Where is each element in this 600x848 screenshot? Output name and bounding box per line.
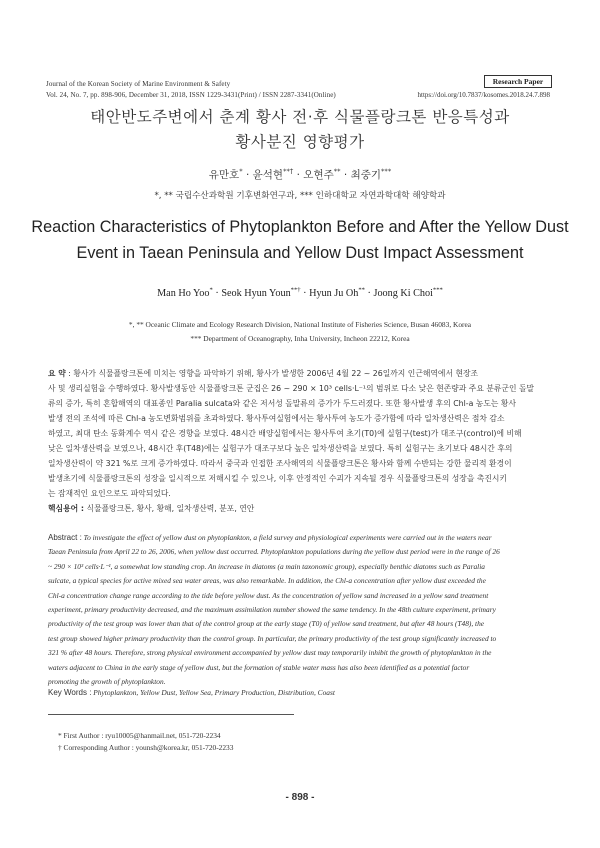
english-keywords-label: Key Words : [48,688,92,697]
abstract-line: promoting the growth of phytoplankton. [48,677,166,687]
abstract-line: sulcate, a typical species for active mixed sea water areas, was also remarkable. In addition, the Chl-a concentration after yellow dust exceeded the [48,576,486,586]
abstract-line: experiment, primary productivity decreased, and the maximum assimilation number showed the same tendency. In the 48th culture experiment, primary [48,605,496,615]
author-mark: ** [333,167,341,176]
korean-affiliation: *, ** 국립수산과학원 기후변화연구과, *** 인하대학교 자연과학대학 해양학과 [154,191,446,201]
korean-title-line2: 황사분진 영향평가 [235,133,365,151]
abstract-line: 발생 전의 조석에 따른 Chl-a 농도변화범위를 초과하였다. 황사투여실험에서는 황사투여 농도가 증가함에 따라 일차생산력은 점차 감소 [48,414,505,423]
author-name: 유만호 [208,169,240,181]
abstract-line: 사 및 생리실험을 수행하였다. 황사발생동안 식물플랑크톤 군집은 26 ~ 290 × 10³ cells·L⁻¹의 범위로 다소 낮은 현존량과 주요 분류군인 돌말 [48,384,535,393]
english-affiliation-line2: *** Department of Oceanography, Inha University, Incheon 22212, Korea [190,334,410,343]
author-name: Man Ho Yoo [157,288,210,299]
abstract-line: 321 % after 48 hours. Therefore, strong physical environment accompanied by yellow dust may temporarily inhibit the growth of phytoplankton in the [48,648,492,658]
author-name: 윤석현 [252,169,284,181]
abstract-line: productivity of the test group was lower than that of the control group at the early stage (T0) of yellow sand treatment, but after 48 hours (T48), the [48,619,485,629]
english-keywords-list: Phytoplankton, Yellow Dust, Yellow Sea, Primary Production, Distribution, Coast [93,688,335,697]
author-name: 오현주 [303,169,334,181]
korean-keywords [48,503,552,514]
abstract-line: Abstract : To investigate the effect of yellow dust on phytoplankton, a field survey and physiological experiments were carried out in the waters near [48,533,492,542]
abstract-line: 낮은 일차생산력을 보였으나, 48시간 후(T48)에는 실험구가 대조구보다 높은 일차생산력을 보였다. 특히 실험구는 초기보다 48시간 후의 [48,444,513,453]
author-mark: **† [290,286,301,294]
author-name: Seok Hyun Youn [221,288,291,299]
korean-keywords-list: 식물플랑크톤, 황사, 황해, 일차생산력, 분포, 연안 [86,504,255,513]
abstract-line: 발생초기에 식물플랑크톤의 성장을 일시적으로 저해시킬 수 있으나, 이후 안정적인 수괴가 지속될 경우 식물플랑크톤의 성장을 촉진시키 [48,474,507,483]
journal-name: Journal of the Korean Society of Marine Environment & Safety [46,80,231,88]
abstract-line: Taean Peninsula from April 22 to 26, 2006, when yellow dust occurred. Phytoplankton populations during the yellow dust period were in the range of 26 [48,547,500,557]
english-title-line2: Event in Taean Peninsula and Yellow Dust Impact Assessment [76,244,524,262]
korean-abstract-label: 요 약 [48,369,66,378]
author-mark: * [239,167,243,176]
abstract-line: 요 약 : 황사가 식물플랑크톤에 미치는 영향을 파악하기 위해, 황사가 발생한 2006년 4월 22 ~ 26일까지 인근해역에서 현장조 [48,369,479,378]
korean-title-line1: 태안반도주변에서 춘계 황사 전·후 식물플랑크톤 반응특성과 [90,108,510,126]
abstract-line: Chl-a concentration change range according to the tide before yellow dust. As the concentration of yellow sand increased in a yellow sand treatment [48,590,489,600]
abstract-line: ~ 290 × 10³ cells·L⁻¹, a somewhat low standing crop. An increase in diatoms (a main taxonomic group), especially benthic diatoms such as Paralia [48,561,485,571]
abstract-line: 는 잠재적인 요인으로도 파악되었다. [48,489,171,498]
page-number: - 898 - [285,792,315,803]
korean-keywords-label: 핵심용어 : [48,504,84,513]
abstract-line: waters adjacent to China in the early stage of yellow dust, but the formation of stable water mass has also been identified as a potential factor [48,662,470,672]
doi-link[interactable]: https://doi.org/10.7837/kosomes.2018.24.7.898 [417,91,550,99]
abstract-line: 류의 증가, 특히 혼합해역의 대표종인 Paralia sulcata와 같은 저서성 돌말류의 증가가 두드러졌다. 또한 황사발생 후의 Chl-a 농도는 황사 [48,399,516,408]
abstract-line: 일차생산력이 약 321 %로 크게 증가하였다. 따라서 중국과 인접한 조사해역의 식물플랑크톤은 황사와 함께 수반되는 강한 물리적 환경이 [48,459,512,468]
author-mark: ** [358,286,365,294]
first-author-footnote: * First Author : ryu10005@hanmail.net, 051-720-2234 [58,731,221,740]
english-affiliation-line1: *, ** Oceanic Climate and Ecology Research Division, National Institute of Fisheries Science, Busan 46083, Korea [128,320,472,329]
footnote-divider [48,714,294,715]
korean-abstract [48,366,552,501]
english-title-line1: Reaction Characteristics of Phytoplankton Before and After the Yellow Dust [31,218,569,236]
corresponding-author-footnote: † Corresponding Author : younsh@korea.kr, 051-720-2233 [58,743,234,752]
author-mark: *** [381,167,392,176]
article-type-badge: Research Paper [484,75,552,88]
abstract-line: 하였고, 최대 탄소 동화계수 역시 같은 경향을 보였다. 48시간 배양실험에서는 황사투여 초기(T0)에 실험구(test)가 대조구(control)에 비해 [48,429,522,438]
author-name: Joong Ki Choi [373,288,433,299]
author-mark: **† [283,167,294,176]
korean-authors: 유만호* · 윤석현**† · 오현주** · 최중기*** [208,167,392,181]
english-authors: Man Ho Yoo* · Seok Hyun Youn**† · Hyun Ju Oh** · Joong Ki Choi*** [157,286,443,299]
english-keywords [48,688,552,697]
author-name: 최중기 [350,169,381,181]
author-mark: *** [432,286,443,294]
english-abstract-label: Abstract : [48,533,82,542]
abstract-line: test group showed higher primary productivity than the control group. In particular, the primary productivity of the test group significantly increased to [48,633,497,643]
author-name: Hyun Ju Oh [309,288,359,299]
english-abstract [48,531,552,689]
journal-volume-info: Vol. 24, No. 7, pp. 898-906, December 31, 2018, ISSN 1229-3431(Print) / ISSN 2287-3341(Online) [46,91,336,99]
author-mark: * [209,286,213,294]
